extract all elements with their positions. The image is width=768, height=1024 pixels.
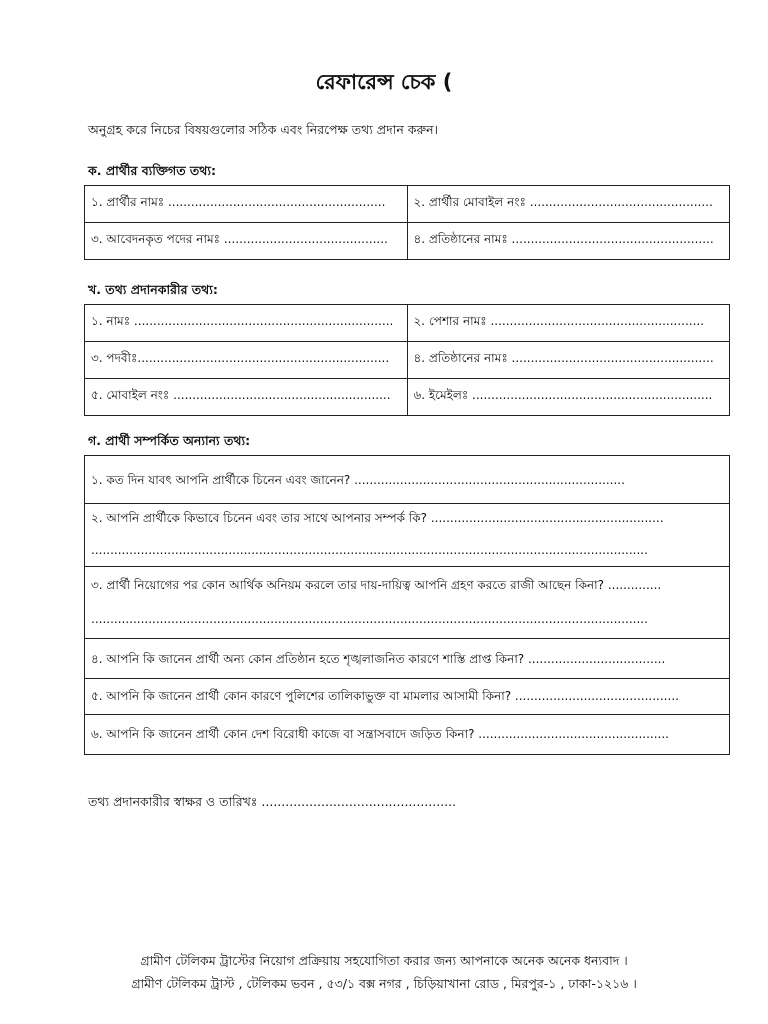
candidate-organization-field[interactable]: ৪. প্রতিষ্ঠানের নামঃ ..................................................... <box>407 223 730 260</box>
footer-address: গ্রামীণ টেলিকম ট্রাস্ট , টেলিকম ভবন , ৫৩/১ বক্স নগর , চিড়িয়াখানা রোড , মিরপুর-১ , ঢাকা-১২১৬ । <box>131 976 637 991</box>
section-a-heading: ক. প্রার্থীর ব্যক্তিগত তথ্য: <box>88 163 217 178</box>
question-2[interactable] <box>85 504 729 567</box>
question-text: ৫. আপনি কি জানেন প্রার্থী কোন কারণে পুলিশের তালিকাভুক্ত বা মামলার আসামী কিনা? ........................................... <box>91 689 679 703</box>
intro-text: অনুগ্রহ করে নিচের বিষয়গুলোর সঠিক এবং নিরপেক্ষ তথ্য প্রদান করুন। <box>88 122 439 137</box>
questions-box <box>84 455 730 755</box>
referee-organization-field[interactable]: ৪. প্রতিষ্ঠানের নামঃ ..................................................... <box>407 342 730 379</box>
question-text: ১. কত দিন যাবৎ আপনি প্রার্থীকে চিনেন এবং জানেন? ....................................................................... <box>91 473 625 487</box>
question-text: ৩. প্রার্থী নিয়োগের পর কোন আর্থিক অনিয়ম করলে তার দায়-দায়িত্ব আপনি গ্রহণ করতে রাজী আছেন কিনা? .............. <box>91 578 662 592</box>
section-b-heading: খ. তথ্য প্রদানকারীর তথ্য: <box>88 282 218 297</box>
referee-name-field[interactable]: ১. নামঃ .................................................................... <box>85 305 408 342</box>
applied-position-field[interactable]: ৩. আবেদনকৃত পদের নামঃ ........................................... <box>85 223 408 260</box>
candidate-mobile-field[interactable]: ২. প্রার্থীর মোবাইল নংঃ ................................................ <box>407 186 730 223</box>
question-text: ৬. আপনি কি জানেন প্রার্থী কোন দেশ বিরোধী কাজে বা সন্ত্রাসবাদে জড়িত কিনা? .................................................. <box>91 727 669 741</box>
section-c-heading: গ. প্রার্থী সম্পর্কিত অন্যান্য তথ্য: <box>88 433 251 448</box>
question-3[interactable] <box>85 567 729 639</box>
page-title: রেফারেন্স চেক ( <box>315 70 453 94</box>
referee-designation-field[interactable]: ৩. পদবীঃ.................................................................. <box>85 342 408 379</box>
question-1[interactable] <box>85 456 729 504</box>
table-row <box>85 379 730 416</box>
question-4[interactable] <box>85 639 729 679</box>
answer-line: .................................................................................................................................................. <box>91 543 648 557</box>
table-row <box>85 305 730 342</box>
candidate-info-table <box>84 185 730 260</box>
question-text: ৪. আপনি কি জানেন প্রার্থী অন্য কোন প্রতিষ্ঠান হতে শৃঙ্খলাজনিত কারণে শাস্তি প্রাপ্ত কিনা? .................................... <box>91 652 666 666</box>
referee-email-field[interactable]: ৬. ইমেইলঃ ............................................................... <box>407 379 730 416</box>
answer-line: .................................................................................................................................................. <box>91 612 648 626</box>
table-row <box>85 223 730 260</box>
question-6[interactable] <box>85 715 729 754</box>
question-5[interactable] <box>85 679 729 715</box>
question-text: ২. আপনি প্রার্থীকে কিভাবে চিনেন এবং তার সাথে আপনার সম্পর্ক কি? ............................................................. <box>91 511 664 525</box>
referee-profession-field[interactable]: ২. পেশার নামঃ ........................................................ <box>407 305 730 342</box>
footer-thanks: গ্রামীণ টেলিকম ট্রাস্টের নিয়োগ প্রক্রিয়ায় সহযোগিতা করার জন্য আপনাকে অনেক অনেক ধন্যবাদ । <box>140 953 628 968</box>
table-row <box>85 186 730 223</box>
table-row <box>85 342 730 379</box>
referee-info-table <box>84 304 730 416</box>
candidate-name-field[interactable]: ১. প্রার্থীর নামঃ ......................................................... <box>85 186 408 223</box>
signature-date-field[interactable]: তথ্য প্রদানকারীর স্বাক্ষর ও তারিখঃ ................................................. <box>88 794 457 809</box>
referee-mobile-field[interactable]: ৫. মোবাইল নংঃ ......................................................... <box>85 379 408 416</box>
